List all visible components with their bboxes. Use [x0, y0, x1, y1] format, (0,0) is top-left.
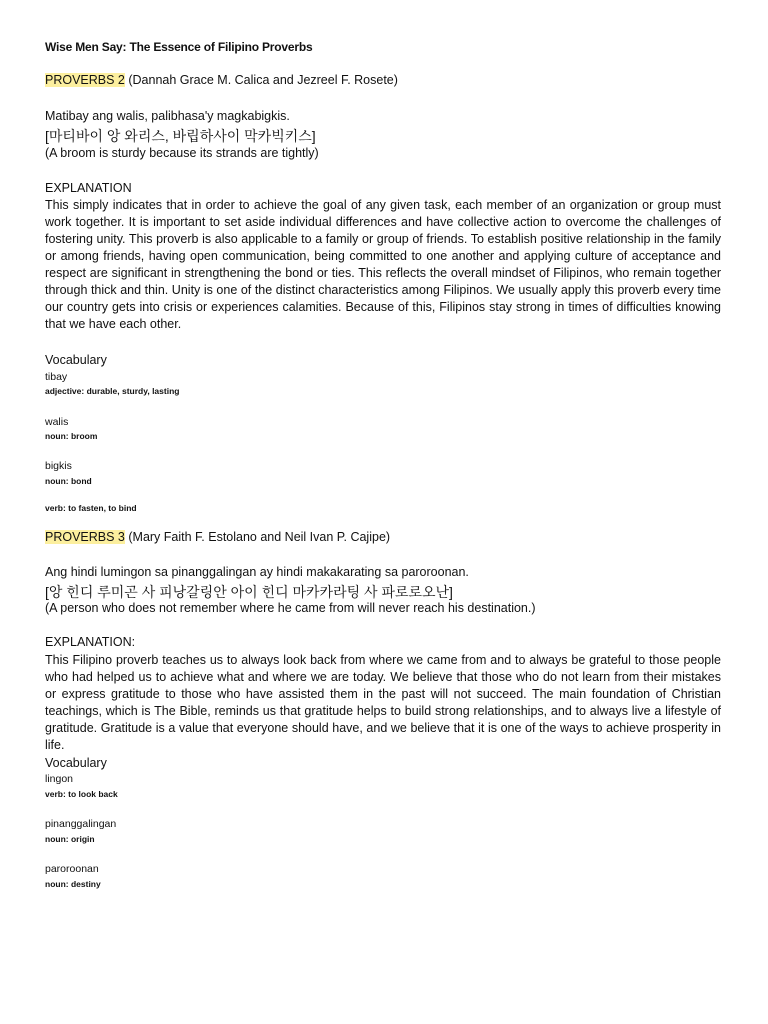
proverb3-translation: (A person who does not remember where he came from will never reach his destination.) [45, 601, 536, 615]
proverb2-explanation: This simply indicates that in order to achieve the goal of any given task, each member of an organization or group must work together. It is important to set aside individual differences and have collective action to overcome the challenges of fostering unity. This proverb is also applicable to a family or group of friends. To establish positive relationship in the family or among friends, having open communication, being committed to one another and applying culture of acceptance and respect are significant in strengthening the bond or ties. This reflects the overall mindset of Filipinos, who remain together through thick and thin. Unity is one of the distinct characteristics among Filipinos. We usually apply this proverb every time our country gets into crisis or experiences calamities. Because of this, Filipinos stay strong in times of difficulties knowing that we have each other. [45, 198, 721, 331]
proverb2-label: PROVERBS 2 [45, 73, 125, 87]
vocab-definition: noun: bond [45, 476, 92, 486]
vocab-definition: verb: to fasten, to bind [45, 503, 137, 513]
vocab-definition: noun: broom [45, 431, 98, 441]
vocab-word: tibay [45, 371, 68, 383]
proverb3-explanation-heading: EXPLANATION: [45, 635, 136, 649]
vocab-word: bigkis [45, 460, 72, 472]
vocab-word: pinanggalingan [45, 818, 117, 830]
proverb3-vocabulary-heading: Vocabulary [45, 756, 107, 770]
vocab-definition: adjective: durable, sturdy, lasting [45, 386, 180, 396]
proverb3-korean: [앙 힌디 루미곤 사 피낭갈링안 아이 힌디 마카카라팅 사 파로로오난] [45, 584, 453, 600]
vocab-word: walis [45, 416, 69, 428]
proverb2-heading [45, 73, 398, 87]
vocab-word: lingon [45, 773, 74, 785]
vocab-definition: verb: to look back [45, 789, 118, 799]
proverb2-korean: [마티바이 앙 와리스, 바립하사이 막카빅키스] [45, 128, 316, 144]
vocab-word: paroroonan [45, 863, 99, 875]
proverb3-label: PROVERBS 3 [45, 530, 125, 544]
proverb2-authors: (Dannah Grace M. Calica and Jezreel F. Rosete) [124, 73, 398, 87]
vocab-definition: noun: destiny [45, 879, 101, 889]
proverb3-tagalog: Ang hindi lumingon sa pinanggalingan ay hindi makakarating sa paroroonan. [45, 565, 469, 579]
proverb2-explanation-heading: EXPLANATION [45, 181, 132, 195]
proverb3-authors: (Mary Faith F. Estolano and Neil Ivan P. Cajipe) [124, 530, 391, 544]
proverb2-translation: (A broom is sturdy because its strands are tightly) [45, 146, 319, 160]
proverb2-vocabulary-heading: Vocabulary [45, 353, 107, 367]
proverb2-tagalog: Matibay ang walis, palibhasa'y magkabigkis. [45, 109, 290, 123]
document-title: Wise Men Say: The Essence of Filipino Proverbs [45, 40, 313, 54]
proverb3-explanation: This Filipino proverb teaches us to always look back from where we came from and to always be grateful to those people who had helped us to achieve what and where we are today. We believe that those who do not learn from their mistakes or express gratitude to those who have assisted them in the past will not succeed. The main foundation of Christian teachings, which is The Bible, reminds us that gratitude helps to build strong relationships, and to always live a lifestyle of gratitude. Gratitude is a value that everyone should have, and we believe that it is one of the ways to achieve prosperity in life. [45, 653, 721, 752]
proverb3-heading [45, 530, 390, 544]
vocab-definition: noun: origin [45, 834, 95, 844]
